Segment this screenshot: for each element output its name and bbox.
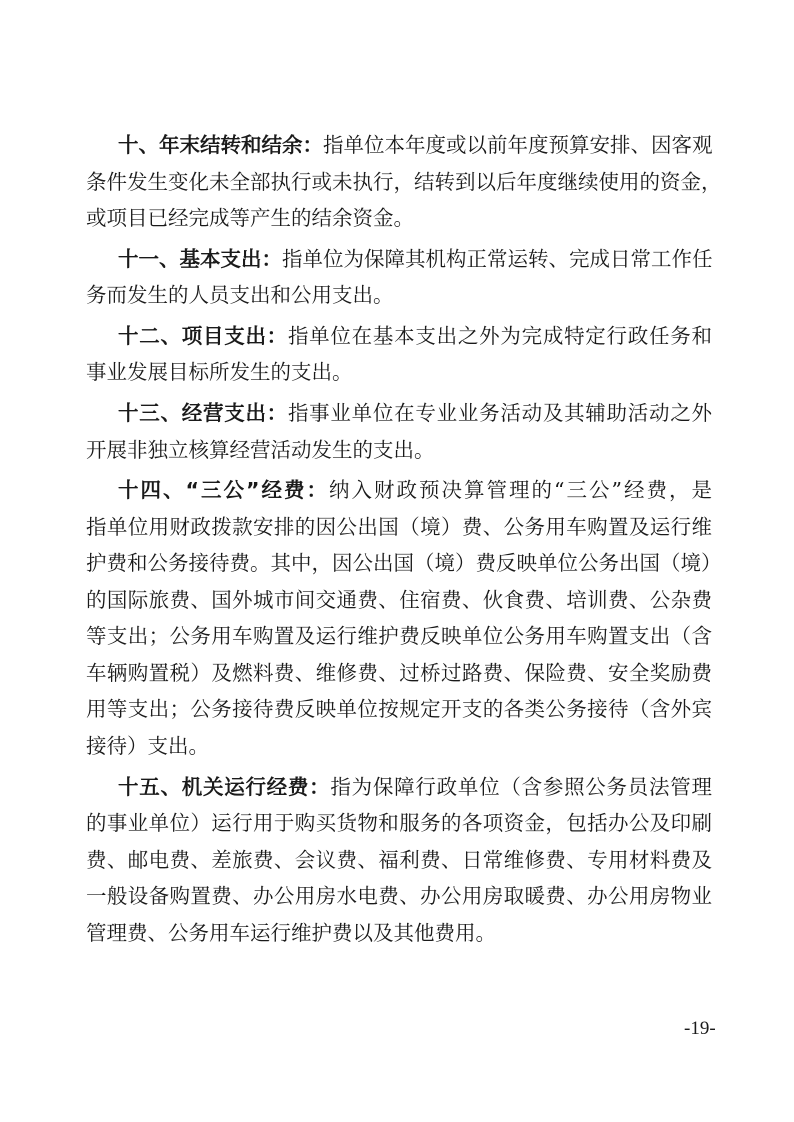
paragraph-text: 开展非独立核算经营活动发生的支出。	[86, 437, 435, 462]
paragraph-text: 指为保障行政单位（含参照公务员法管理	[330, 774, 713, 799]
paragraph-heading: 十二、项目支出：	[118, 323, 288, 348]
paragraph-text: 纳入财政预决算管理的“三公”经费，是	[328, 478, 712, 503]
paragraph-line	[86, 587, 712, 613]
paragraph-first-line	[118, 132, 712, 158]
paragraph-text: 等支出；公务用车购置及运行维护费反映单位公务用车购置支出（含	[86, 624, 712, 649]
paragraph-text: 用等支出；公务接待费反映单位按规定开支的各类公务接待（含外宾	[86, 697, 712, 722]
paragraph-text: 费、邮电费、差旅费、会议费、福利费、日常维修费、专用材料费及	[86, 847, 712, 872]
paragraph-text: 管理费、公务用车运行维护费以及其他费用。	[86, 920, 496, 945]
paragraph-text: 或项目已经完成等产生的结余资金。	[86, 206, 414, 230]
paragraph-text: 事业发展目标所发生的支出。	[86, 360, 353, 385]
paragraph-line	[86, 205, 712, 231]
paragraph-text: 接待）支出。	[86, 733, 209, 758]
paragraph-heading: 十三、经营支出：	[118, 401, 288, 426]
paragraph-heading: 十五、机关运行经费：	[118, 774, 331, 799]
paragraph-first-line	[118, 323, 712, 349]
paragraph-line	[86, 920, 712, 946]
paragraph-line	[86, 359, 712, 385]
paragraph-text: 指单位用财政拨款安排的因公出国（境）费、公务用车购置及运行维	[86, 514, 712, 539]
paragraph-line	[86, 733, 712, 759]
paragraph-text: 的事业单位）运行用于购买货物和服务的各项资金，包括办公及印刷	[86, 811, 712, 835]
paragraph-text: 的国际旅费、国外城市间交通费、住宿费、伙食费、培训费、公杂费	[86, 587, 712, 612]
paragraph-heading: 十一、基本支出：	[118, 246, 282, 271]
paragraph-text: 条件发生变化未全部执行或未执行，结转到以后年度继续使用的资金，	[86, 169, 722, 194]
paragraph-line	[86, 282, 712, 308]
paragraph-first-line	[118, 774, 712, 800]
paragraph-text: 一般设备购置费、办公用房水电费、办公用房取暖费、办公用房物业	[86, 884, 712, 908]
paragraph-line	[86, 550, 722, 576]
paragraph-line	[86, 514, 712, 540]
paragraph-text: 指单位本年度或以前年度预算安排、因客观	[323, 133, 713, 157]
paragraph-text: 指事业单位在专业业务活动及其辅助活动之外	[287, 401, 713, 426]
page-number: -19-	[684, 1018, 716, 1039]
paragraph-line	[86, 437, 712, 463]
paragraph-text: 指单位为保障其机构正常运转、完成日常工作任	[282, 246, 713, 271]
paragraph-first-line	[118, 477, 712, 503]
paragraph-text: 护费和公务接待费。其中，因公出国（境）费反映单位公务出国（境）	[86, 551, 722, 576]
paragraph-line	[86, 623, 712, 649]
paragraph-text: 务而发生的人员支出和公用支出。	[86, 283, 394, 308]
paragraph-first-line	[118, 246, 712, 272]
paragraph-first-line	[118, 400, 712, 426]
paragraph-heading: 十四、“三公”经费：	[118, 478, 329, 503]
paragraph-heading: 十、年末结转和结余：	[118, 133, 323, 157]
paragraph-line	[86, 169, 722, 195]
paragraph-line	[86, 847, 712, 873]
paragraph-line	[86, 810, 712, 836]
paragraph-line	[86, 660, 712, 686]
paragraph-line	[86, 883, 712, 909]
paragraph-text: 车辆购置税）及燃料费、维修费、过桥过路费、保险费、安全奖励费	[86, 660, 712, 685]
paragraph-line	[86, 696, 712, 722]
paragraph-text: 指单位在基本支出之外为完成特定行政任务和	[287, 323, 713, 348]
